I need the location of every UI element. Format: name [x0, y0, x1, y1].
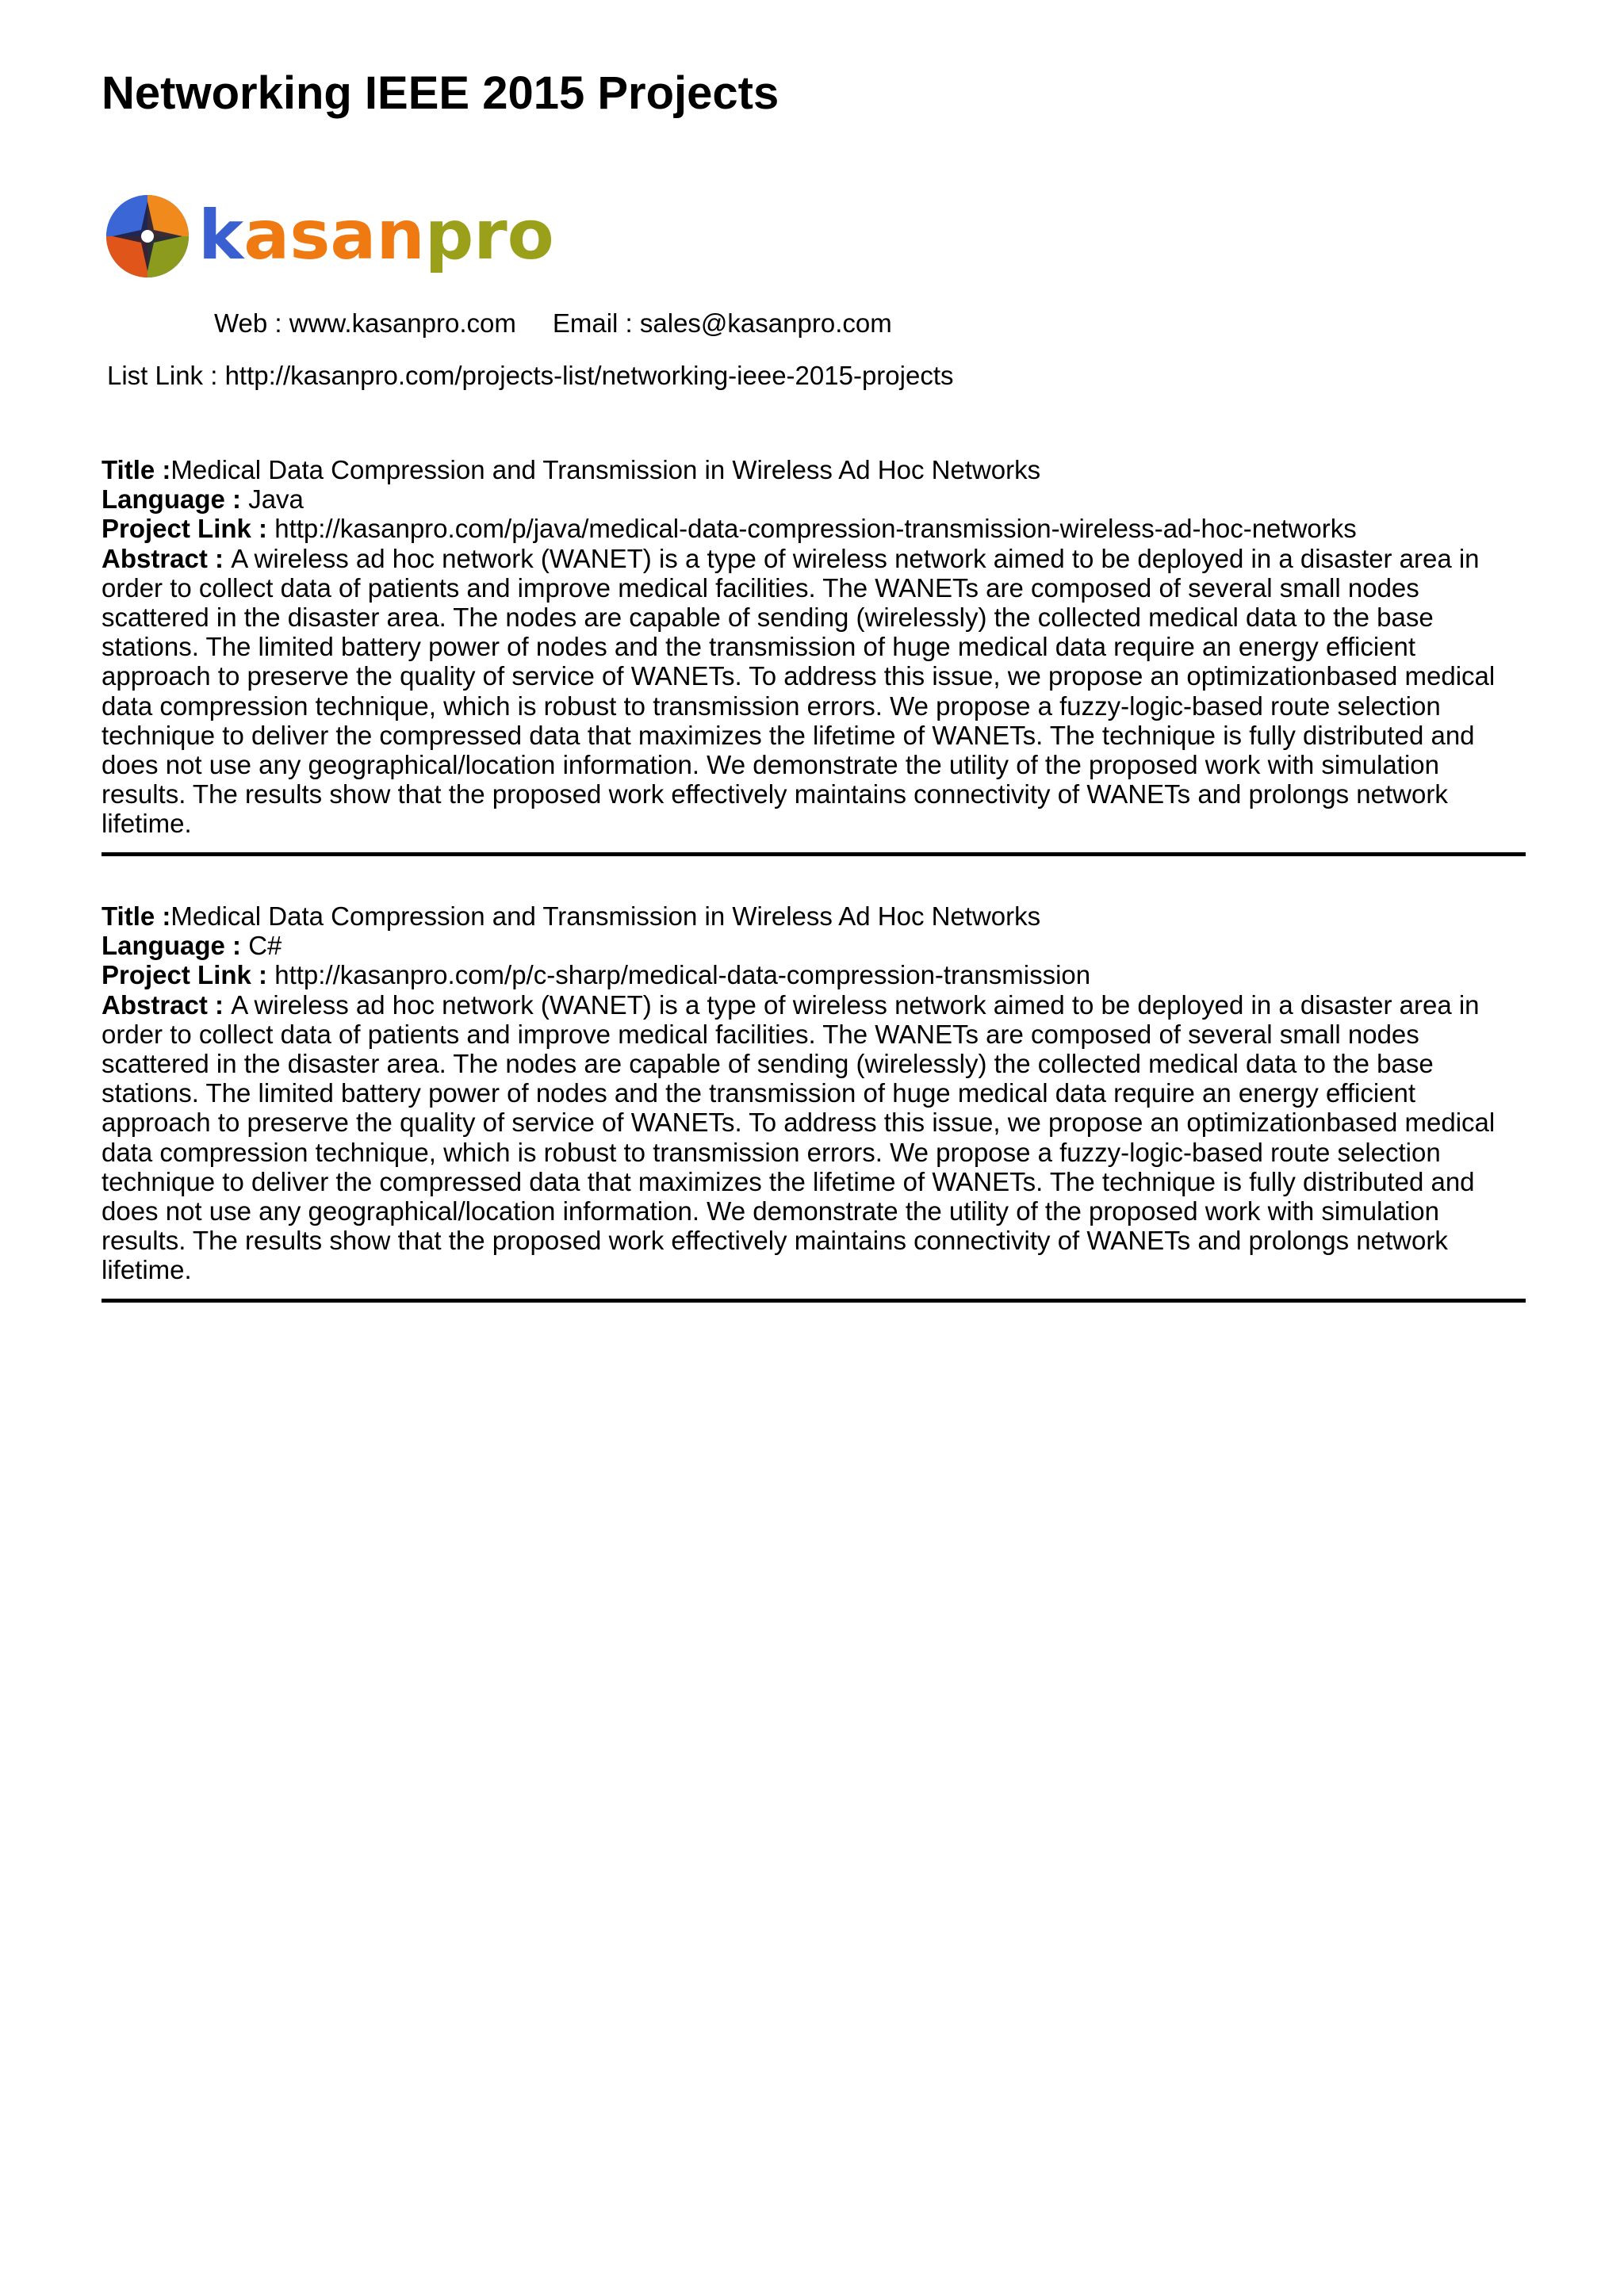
- list-link-text[interactable]: List Link : http://kasanpro.com/projects-list/networking-ieee-2015-projects: [107, 361, 954, 390]
- divider: [102, 852, 1526, 856]
- entry-title-line: [102, 901, 1526, 931]
- entry-abstract-text: A wireless ad hoc network (WANET) is a type of wireless network aimed to be deployed in a disaster area in order to collect data of patients and improve medical facilities. The WANETs are composed of several small nodes scattered in the disaster area. The nodes are capable of sending (wirelessly) the collected medical data to the base stations. The limited battery power of nodes and the transmission of huge medical data require an energy efficient approach to preserve the quality of service of WANETs. To address this issue, we propose an optimizationbased medical data compression technique, which is robust to transmission errors. We propose a fuzzy-logic-based route selection technique to deliver the compressed data that maximizes the lifetime of WANETs. The technique is fully distributed and does not use any geographical/location information. We demonstrate the utility of the proposed work with simulation results. The results show that the proposed work effectively maintains connectivity of WANETs and prolongs network lifetime.: [102, 989, 1496, 1285]
- entry-abstract: [102, 544, 1526, 839]
- entry-language-line: [102, 484, 1526, 514]
- entry-title: Medical Data Compression and Transmission in Wireless Ad Hoc Networks: [170, 901, 1041, 931]
- kasanpro-logo: [105, 189, 554, 284]
- entry-abstract-text: A wireless ad hoc network (WANET) is a type of wireless network aimed to be deployed in a disaster area in order to collect data of patients and improve medical facilities. The WANETs are composed of several small nodes scattered in the disaster area. The nodes are capable of sending (wirelessly) the collected medical data to the base stations. The limited battery power of nodes and the transmission of huge medical data require an energy efficient approach to preserve the quality of service of WANETs. To address this issue, we propose an optimizationbased medical data compression technique, which is robust to transmission errors. We propose a fuzzy-logic-based route selection technique to deliver the compressed data that maximizes the lifetime of WANETs. The technique is fully distributed and does not use any geographical/location information. We demonstrate the utility of the proposed work with simulation results. The results show that the proposed work effectively maintains connectivity of WANETs and prolongs network lifetime.: [102, 543, 1496, 839]
- entry-link-line: [102, 960, 1526, 989]
- entry-project-link[interactable]: http://kasanpro.com/p/c-sharp/medical-data-compression-transmission: [274, 960, 1091, 990]
- logo-emblem-icon: [106, 195, 189, 277]
- entry-title-line: [102, 455, 1526, 484]
- language-label: Language :: [102, 484, 249, 515]
- divider: [102, 1299, 1526, 1303]
- entry-link-line: [102, 514, 1526, 543]
- page-title: Networking IEEE 2015 Projects: [102, 67, 779, 119]
- abstract-label: Abstract :: [102, 989, 232, 1020]
- email-text[interactable]: Email : sales@kasanpro.com: [552, 308, 892, 338]
- project-link-label: Project Link :: [102, 514, 275, 544]
- entry-language-line: [102, 931, 1526, 960]
- project-entry: [102, 455, 1526, 839]
- entry-project-link[interactable]: http://kasanpro.com/p/java/medical-data-compression-transmission-wireless-ad-hoc-networks: [274, 514, 1357, 544]
- contact-line: [214, 306, 892, 341]
- language-label: Language :: [102, 931, 249, 961]
- abstract-label: Abstract :: [102, 543, 232, 573]
- title-label: Title :: [102, 455, 171, 484]
- entry-language: C#: [248, 931, 282, 961]
- entry-abstract: [102, 990, 1526, 1285]
- svg-text:kasanpro: kasanpro: [198, 196, 554, 275]
- title-label: Title :: [102, 901, 171, 931]
- project-link-label: Project Link :: [102, 960, 275, 990]
- entry-language: Java: [248, 484, 304, 515]
- website-text[interactable]: Web : www.kasanpro.com: [214, 308, 516, 338]
- project-entry: [102, 901, 1526, 1285]
- entry-title: Medical Data Compression and Transmission in Wireless Ad Hoc Networks: [170, 455, 1041, 484]
